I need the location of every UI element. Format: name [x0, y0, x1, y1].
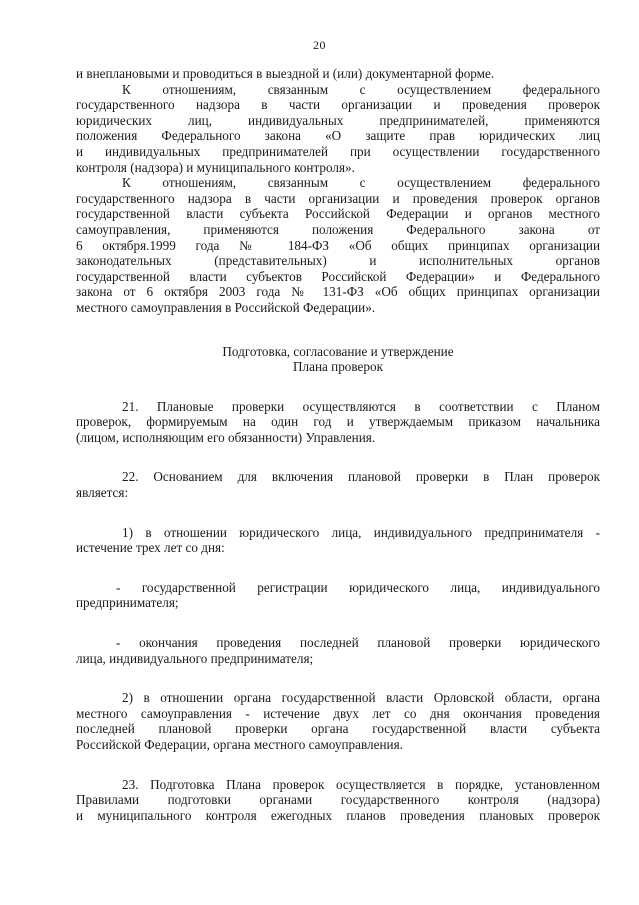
- text-line: государственной власти субъекта Российской Федерации и органов местного: [76, 206, 600, 222]
- text-line: местного самоуправления в Российской Федерации».: [76, 299, 376, 315]
- text-line: 23. Подготовка Плана проверок осуществляется в порядке, установленном: [122, 776, 600, 792]
- text-line: и индивидуальных предпринимателей при осуществлении государственного: [76, 143, 600, 159]
- text-line: последней плановой проверки органа государственной власти субъекта: [76, 721, 600, 737]
- text-line: является:: [76, 485, 129, 501]
- paragraph-23: [76, 777, 600, 824]
- paragraph-continuation: [76, 66, 600, 82]
- text-line: и муниципального контроля ежегодных планов проведения плановых проверок: [76, 807, 600, 823]
- text-line: предпринимателя;: [76, 595, 179, 611]
- text-line: 6 октября.1999 года № 184-ФЗ «Об общих принципах организации: [76, 237, 600, 253]
- text-line: самоуправления, применяются положения Федерального закона от: [76, 221, 600, 237]
- heading-line: Подготовка, согласование и утверждение: [222, 343, 454, 359]
- document-body: [76, 66, 600, 823]
- heading-line: Плана проверок: [292, 359, 383, 375]
- text-line: государственного надзора в части организации и проведения проверок органов: [76, 190, 600, 206]
- text-line: положения Федерального закона «О защите прав юридических лиц: [76, 128, 600, 144]
- text-line: - окончания проведения последней плановой проверки юридического: [116, 635, 600, 651]
- text-line: 21. Плановые проверки осуществляются в соответствии с Планом: [122, 398, 600, 414]
- text-line: государственного надзора в части организации и проведения проверок: [76, 97, 600, 113]
- text-line: проверок, формируемым на один год и утверждаемым приказом начальника: [76, 414, 600, 430]
- paragraph-law-reference-1: [76, 82, 600, 176]
- text-line: контроля (надзора) и муниципального контроля».: [76, 159, 355, 175]
- text-line: 2) в отношении органа государственной власти Орловской области, органа: [122, 690, 600, 706]
- paragraph-22-item-1-b: [76, 635, 600, 666]
- text-line: и внеплановыми и проводиться в выездной и (или) документарной форме.: [76, 66, 495, 81]
- text-line: (лицом, исполняющим его обязанности) Управления.: [76, 429, 376, 445]
- section-heading: [76, 344, 600, 375]
- text-line: законодательных (представительных) и исполнительных органов: [76, 253, 600, 269]
- text-line: истечение трех лет со дня:: [76, 540, 225, 556]
- text-line: Российской Федерации, органа местного самоуправления.: [76, 737, 403, 752]
- paragraph-law-reference-2: [76, 175, 600, 315]
- text-line: К отношениям, связанным с осуществлением федерального: [122, 175, 600, 191]
- text-line: Правилами подготовки органами государственного контроля (надзора): [76, 792, 600, 808]
- text-line: юридических лиц, индивидуальных предпринимателей, применяются: [76, 112, 600, 128]
- text-line: 22. Основанием для включения плановой проверки в План проверок: [122, 469, 600, 485]
- paragraph-22: [76, 469, 600, 500]
- text-line: 1) в отношении юридического лица, индивидуального предпринимателя -: [122, 524, 600, 540]
- text-line: местного самоуправления - истечение двух лет со дня окончания проведения: [76, 705, 600, 721]
- paragraph-22-item-2: [76, 690, 600, 752]
- paragraph-22-item-1: [76, 525, 600, 556]
- page-number: 20: [313, 38, 326, 52]
- text-line: закона от 6 октября 2003 года № 131-ФЗ «Об общих принципах организации: [76, 284, 600, 300]
- text-line: К отношениям, связанным с осуществлением федерального: [122, 81, 600, 97]
- text-line: государственной власти субъектов Российской Федерации» и Федерального: [76, 268, 600, 284]
- text-line: - государственной регистрации юридического лица, индивидуального: [116, 579, 600, 595]
- paragraph-22-item-1-a: [76, 580, 600, 611]
- text-line: лица, индивидуального предпринимателя;: [76, 650, 314, 666]
- paragraph-21: [76, 399, 600, 446]
